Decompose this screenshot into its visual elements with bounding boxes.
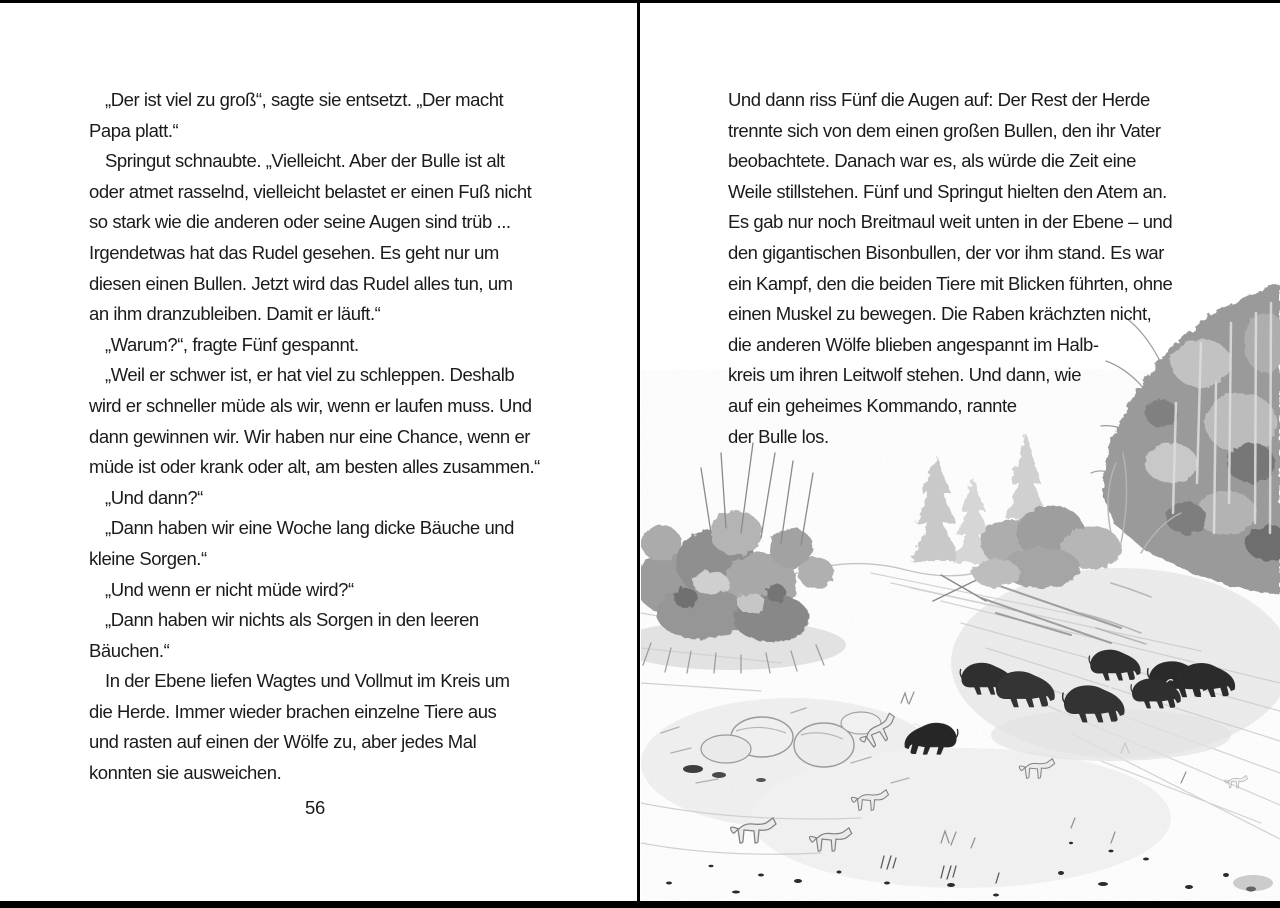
text-line: die anderen Wölfe blieben angespannt im Halb- (728, 333, 1099, 355)
text-line: der Bulle los. (728, 425, 829, 447)
text-line: „Und dann?“ (105, 486, 203, 508)
text-line: Bäuchen.“ (89, 639, 170, 661)
text-line: „Der ist viel zu groß“, sagte sie entsetzt. „Der macht (105, 89, 504, 110)
text-line: diesen einen Bullen. Jetzt wird das Rudel alles tun, um (89, 272, 513, 294)
text-line: konnten sie ausweichen. (89, 762, 282, 784)
text-line: „Dann haben wir eine Woche lang dicke Bäuche und (105, 517, 514, 539)
text-line: kleine Sorgen.“ (89, 547, 207, 569)
text-line: „Und wenn er nicht müde wird?“ (105, 578, 354, 600)
text-line: Es gab nur noch Breitmaul weit unten in der Ebene – und (728, 211, 1173, 233)
text-line: Weile stillstehen. Fünf und Springut hielten den Atem an. (728, 180, 1167, 202)
text-line: an ihm dranzubleiben. Damit er läuft.“ (89, 303, 381, 325)
text-line: „Warum?“, fragte Fünf gespannt. (105, 333, 359, 355)
text-line: beobachtete. Danach war es, als würde die Zeit eine (728, 150, 1136, 172)
text-line: auf ein geheimes Kommando, rannte (728, 394, 1017, 416)
text-line: trennte sich von dem einen großen Bullen, den ihr Vater (728, 119, 1161, 141)
page-divider (637, 0, 640, 908)
text-line: müde ist oder krank oder alt, am besten alles zusammen.“ (89, 456, 540, 478)
text-line: Und dann riss Fünf die Augen auf: Der Rest der Herde (728, 89, 1150, 110)
page-number: 56 (305, 797, 325, 818)
text-line: oder atmet rasselnd, vielleicht belastet er einen Fuß nicht (89, 180, 532, 202)
text-line: Irgendetwas hat das Rudel gesehen. Es geht nur um (89, 241, 499, 263)
text-line: den gigantischen Bisonbullen, der vor ihm stand. Es war (728, 241, 1164, 263)
text-line: kreis um ihren Leitwolf stehen. Und dann, wie (728, 364, 1082, 386)
text-line: einen Muskel zu bewegen. Die Raben krächzten nicht, (728, 303, 1152, 325)
text-line: die Herde. Immer wieder brachen einzelne Tiere aus (89, 700, 497, 722)
text-line: und rasten auf einen der Wölfe zu, aber jedes Mal (89, 731, 477, 753)
text-line: In der Ebene liefen Wagtes und Vollmut im Kreis um (105, 670, 510, 692)
top-border (0, 0, 1280, 3)
text-line: „Dann haben wir nichts als Sorgen in den leeren (105, 609, 479, 631)
text-line: wird er schneller müde als wir, wenn er laufen muss. Und (89, 394, 532, 416)
text-line: ein Kampf, den die beiden Tiere mit Blicken führten, ohne (728, 272, 1173, 294)
left-page-text (89, 85, 569, 789)
text-line: Springut schnaubte. „Vielleicht. Aber der Bulle ist alt (105, 150, 505, 172)
right-page-text (728, 85, 1208, 452)
bottom-border (0, 901, 1280, 908)
text-line: so stark wie die anderen oder seine Augen sind trüb ... (89, 211, 511, 233)
text-line: Papa platt.“ (89, 119, 179, 141)
text-line: dann gewinnen wir. Wir haben nur eine Chance, wenn er (89, 425, 530, 447)
text-line: „Weil er schwer ist, er hat viel zu schleppen. Deshalb (105, 364, 515, 386)
